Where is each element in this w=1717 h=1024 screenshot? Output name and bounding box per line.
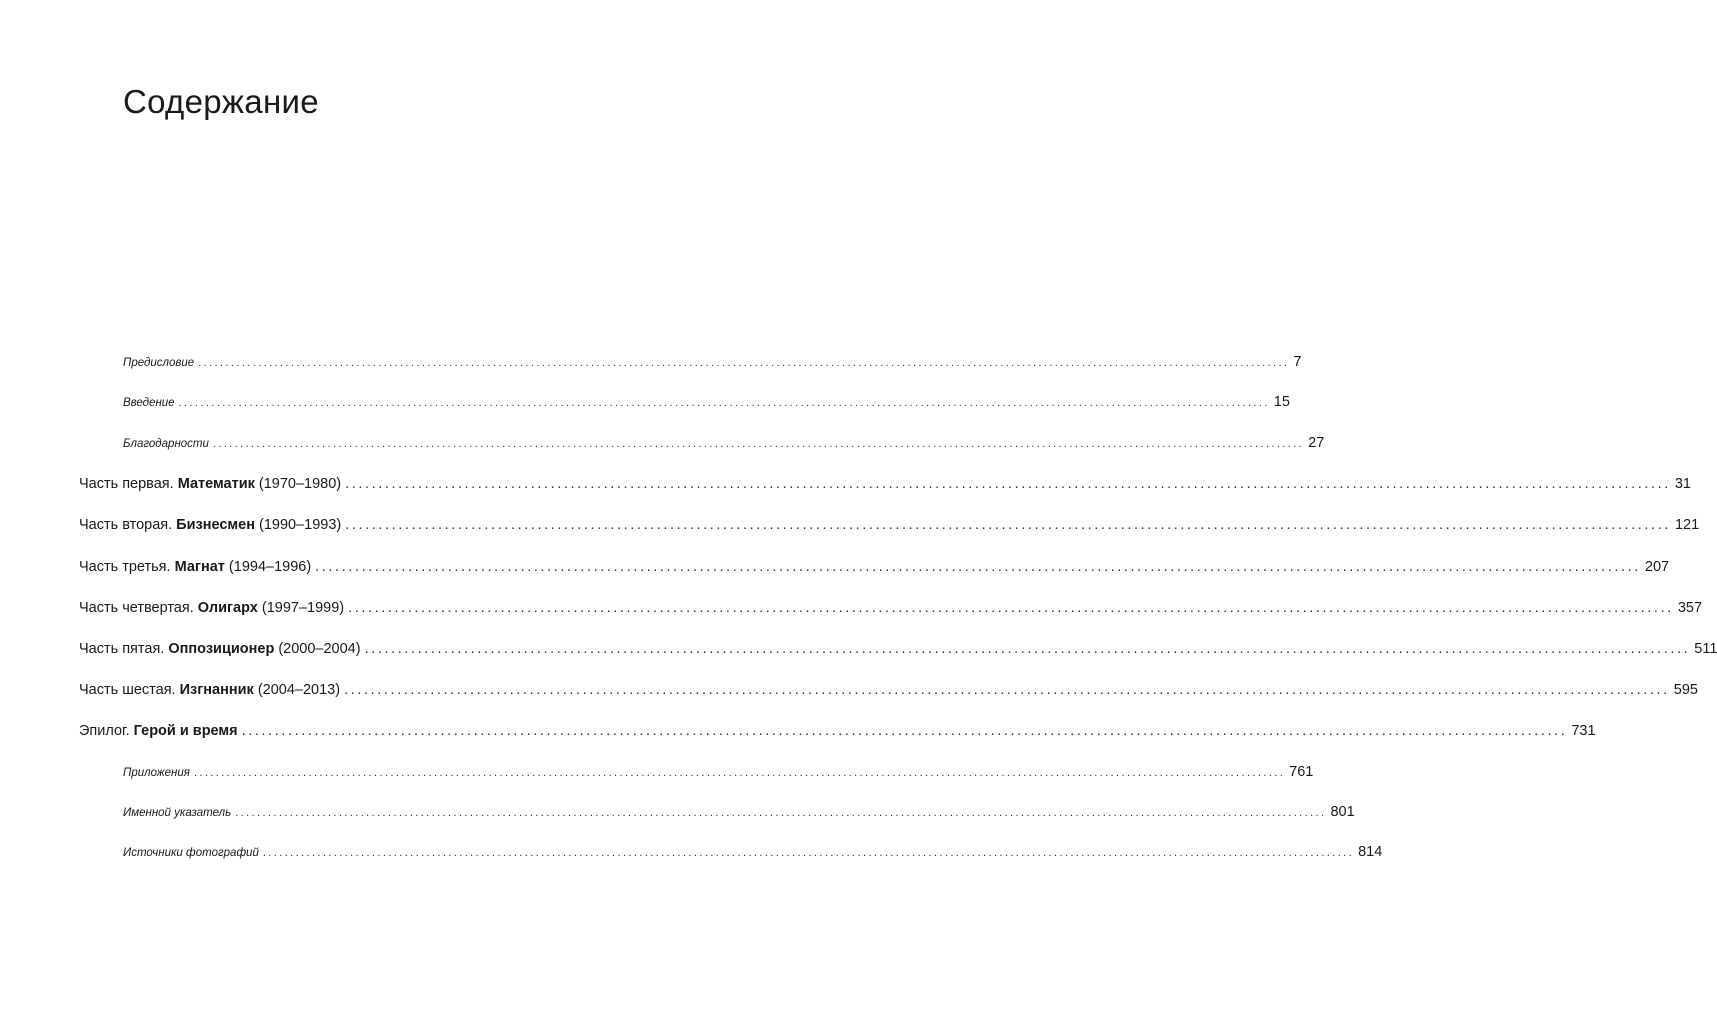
toc-entry-appendices[interactable] xyxy=(123,762,1314,783)
toc-leader-dots: ........................................................................................................................................................................................................ xyxy=(315,559,1641,575)
toc-page-number: 595 xyxy=(1673,682,1698,698)
toc-entry-part-4[interactable] xyxy=(79,598,1703,618)
toc-leader-dots: ........................................................................................................................................................................................................ xyxy=(262,847,1355,859)
toc-leader-dots: ........................................................................................................................................................................................................ xyxy=(241,723,1568,739)
toc-entry-title: Математик xyxy=(177,476,255,492)
toc-entry-title: Герой и время xyxy=(133,723,238,739)
toc-page-number: 801 xyxy=(1330,804,1355,820)
toc-entry-label: Часть первая. Математик (1970–1980) xyxy=(79,476,342,492)
toc-entry-label: Часть пятая. Оппозиционер (2000–2004) xyxy=(79,641,361,657)
toc-page-number: 731 xyxy=(1571,723,1596,739)
toc-entry-part-1[interactable] xyxy=(79,474,1691,494)
toc-entry-photo-sources[interactable] xyxy=(123,842,1383,863)
toc-entry-part-6[interactable] xyxy=(79,680,1698,700)
toc-leader-dots: ........................................................................................................................................................................................................ xyxy=(198,357,1290,369)
toc-leader-dots: ........................................................................................................................................................................................................ xyxy=(178,397,1270,409)
toc-entry-label: Приложения xyxy=(123,767,190,779)
toc-entry-title: Изгнанник xyxy=(179,682,254,698)
toc-entry-part-2[interactable] xyxy=(79,515,1700,535)
toc-entry-label: Часть третья. Магнат (1994–1996) xyxy=(79,559,312,575)
toc-entry-label: Часть четвертая. Олигарх (1997–1999) xyxy=(79,600,345,616)
toc-leader-dots: ........................................................................................................................................................................................................ xyxy=(193,767,1286,779)
toc-leader-dots: ........................................................................................................................................................................................................ xyxy=(212,438,1305,450)
toc-leader-dots: ........................................................................................................................................................................................................ xyxy=(348,600,1674,616)
toc-page-number: 814 xyxy=(1358,844,1383,860)
toc-entry-title: Магнат xyxy=(174,559,225,575)
toc-leader-dots: ........................................................................................................................................................................................................ xyxy=(344,682,1670,698)
toc-entry-label: Часть шестая. Изгнанник (2004–2013) xyxy=(79,682,341,698)
toc-entry-epilogue[interactable] xyxy=(79,721,1596,741)
toc-leader-dots: ........................................................................................................................................................................................................ xyxy=(364,641,1691,657)
toc-entry-label: Эпилог. Герой и время xyxy=(79,723,238,739)
toc-entry-part-3[interactable] xyxy=(79,557,1670,577)
toc-page-number: 761 xyxy=(1289,764,1314,780)
toc-entry-label: Предисловие xyxy=(123,357,195,369)
toc-entry-introduction[interactable] xyxy=(123,392,1290,413)
toc-page-number: 15 xyxy=(1273,394,1290,410)
toc-entry-part-5[interactable] xyxy=(79,639,1717,659)
toc-leader-dots: ........................................................................................................................................................................................................ xyxy=(345,517,1671,533)
toc-entry-label: Введение xyxy=(123,397,175,409)
toc-page-number: 121 xyxy=(1674,517,1700,533)
toc-page-number: 511 xyxy=(1694,641,1717,657)
toc-entry-label: Благодарности xyxy=(123,438,209,450)
toc-page-number: 31 xyxy=(1674,476,1691,492)
toc-page-number: 7 xyxy=(1293,354,1302,370)
toc-entry-label: Именной указатель xyxy=(123,807,232,819)
toc-leader-dots: ........................................................................................................................................................................................................ xyxy=(345,476,1671,492)
toc-entry-label: Часть вторая. Бизнесмен (1990–1993) xyxy=(79,517,342,533)
toc-entry-preface[interactable] xyxy=(123,352,1302,373)
toc-page-number: 27 xyxy=(1308,435,1325,451)
toc-entry-title: Оппозиционер xyxy=(168,641,275,657)
toc-leader-dots: ........................................................................................................................................................................................................ xyxy=(235,807,1327,819)
page-title: Содержание xyxy=(123,83,319,120)
toc-entry-acknowledgements[interactable] xyxy=(123,433,1325,454)
toc-entry-title: Бизнесмен xyxy=(176,517,255,533)
toc-entry-title: Олигарх xyxy=(197,600,258,616)
toc-page-number: 207 xyxy=(1644,559,1670,575)
toc-page-number: 357 xyxy=(1677,600,1703,616)
toc-entry-label: Источники фотографий xyxy=(123,847,259,859)
toc-entry-name-index[interactable] xyxy=(123,802,1355,823)
